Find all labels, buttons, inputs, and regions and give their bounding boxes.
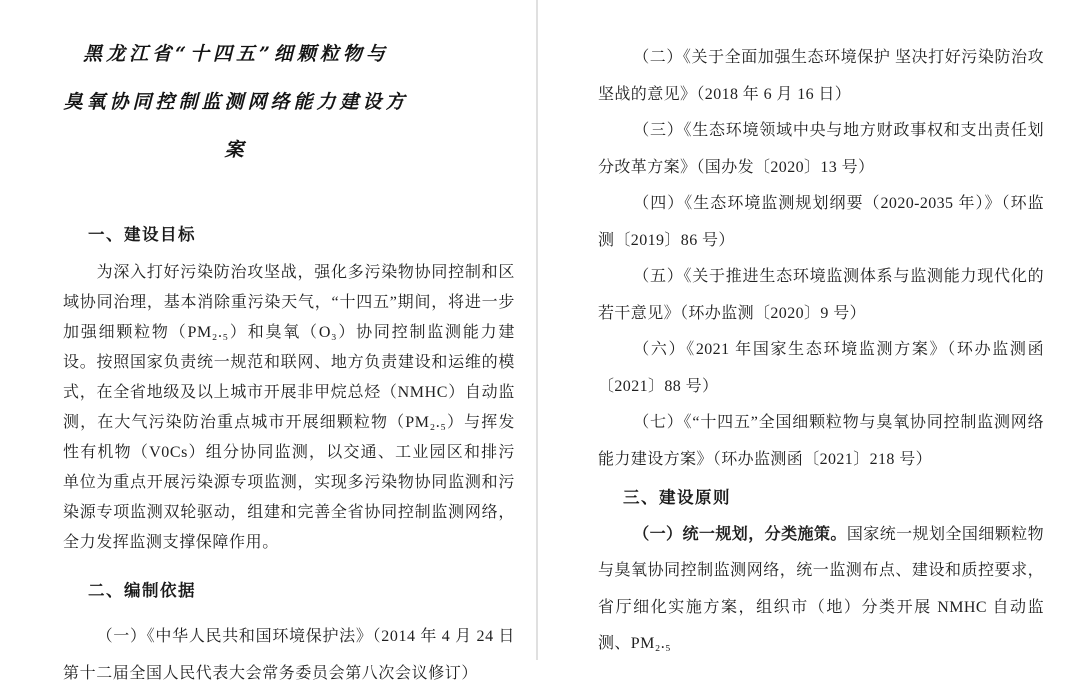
reference-item-7: （七）《“十四五”全国细颗粒物与臭氧协同控制监测网络能力建设方案》（环办监测函〔2021〕218 号） xyxy=(598,414,1044,468)
page-divider xyxy=(536,0,538,660)
page-right xyxy=(598,0,1044,663)
reference-item-6: （六）《2021 年国家生态环境监测方案》（环办监测函〔2021〕88 号） xyxy=(598,341,1044,395)
reference-item-5: （五）《关于推进生态环境监测体系与监测能力现代化的若干意见》（环办监测〔2020〕9 号） xyxy=(598,268,1044,322)
document-title-line1: 黑龙江省“十四五”细颗粒物与 xyxy=(83,43,389,65)
section-heading-goals: 一、建设目标 xyxy=(88,226,196,244)
reference-item-4: （四）《生态环境监测规划纲要（2020-2035 年）》（环监测〔2019〕86 号） xyxy=(598,195,1044,249)
document-title xyxy=(63,30,409,174)
reference-item-1: （一）《中华人民共和国环境保护法》（2014 年 4 月 24 日第十二届全国人民代表大会常务委员会第八次会议修订） xyxy=(63,628,515,682)
page-left xyxy=(63,0,515,692)
principle-item-1 xyxy=(598,517,1044,663)
goals-paragraph: 为深入打好污染防治攻坚战，强化多污染物协同控制和区域协同治理，基本消除重污染天气，“十四五”期间，将进一步加强细颗粒物（PM₂.₅）和臭氧（O₃）协同控制监测能力建设。按照国家负责统一规范和联网、地方负责建设和运维的模式，在全省地级及以上城市开展非甲烷总烃（NMHC）自动监测，在大气污染防治重点城市开展细颗粒物（PM₂.₅）与挥发性有机物（V0Cs）组分协同监测，以交通、工业园区和排污单位为重点开展污染源专项监测，实现多污染物协同监测和污染源专项监测双轮驱动，组建和完善全省协同控制监测网络，全力发挥监测支撑保障作用。 xyxy=(63,264,515,551)
reference-item-3: （三）《生态环境领域中央与地方财政事权和支出责任划分改革方案》（国办发〔2020〕13 号） xyxy=(598,122,1044,176)
reference-item-2: （二）《关于全面加强生态环境保护 坚决打好污染防治攻坚战的意见》（2018 年 6 月 16 日） xyxy=(598,49,1044,103)
section-heading-basis: 二、编制依据 xyxy=(88,582,196,600)
principle-1-text: 国家统一规划全国细颗粒物与臭氧协同控制监测网络，统一监测布点、建设和质控要求，省厅细化实施方案，组织市（地）分类开展 NMHC 自动监测、PM₂.₅ xyxy=(598,525,1044,652)
section-heading-principles: 三、建设原则 xyxy=(623,489,731,507)
principle-1-lead: （一）统一规划，分类施策。 xyxy=(633,525,847,543)
document-title-line2: 臭氧协同控制监测网络能力建设方案 xyxy=(63,91,409,161)
